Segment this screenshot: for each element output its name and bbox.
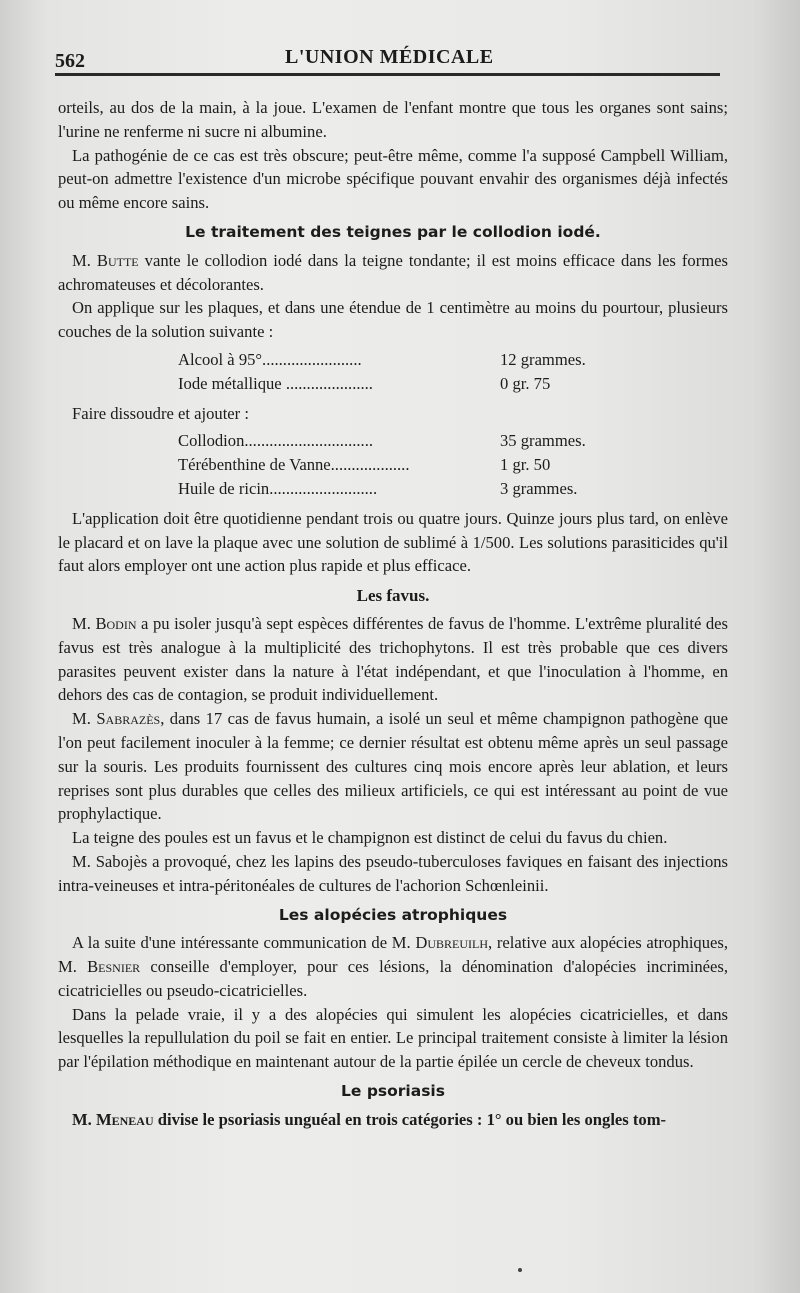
- section-heading-favus: Les favus.: [356, 586, 430, 606]
- recipe-solution: [178, 348, 598, 396]
- recipe-row: [178, 372, 598, 396]
- recipe-ingredient: Alcool à 95°........................: [178, 349, 362, 369]
- recipe-row: [178, 348, 598, 372]
- paragraph-dubreuilh: [58, 931, 728, 1002]
- author-meneau: M. Meneau: [72, 1109, 154, 1129]
- recipe-row: [178, 429, 598, 453]
- paragraph-bodin: [58, 612, 728, 707]
- section-heading-psoriasis: Le psoriasis: [341, 1082, 445, 1101]
- recipe-quantity: 12 grammes.: [500, 349, 586, 369]
- section-heading-alopecies: Les alopécies atrophiques: [278, 905, 508, 924]
- section-heading-teignes: Le traitement des teignes par le collodion iodé.: [185, 222, 601, 241]
- paragraph-bodin-text: a pu isoler jusqu'à sept espèces différentes de favus de l'homme. L'extrême pluralité des favus est très analogue à la multiplicité des trichophytons. Il est très probable que ces divers parasites peuvent exister dans la nature à l'état indépendant, et que l'inoculation à l'homme, en dehors des cas de contagion, se produit individuellement.: [58, 613, 728, 705]
- author-bodin: M. Bodin: [72, 613, 137, 633]
- recipe-quantity: 1 gr. 50: [500, 455, 551, 475]
- intro-paragraph-1: orteils, au dos de la main, à la joue. L'examen de l'enfant montre que tous les organes sont sains; l'urine ne renferme ni sucre ni albumine.: [58, 98, 728, 141]
- author-sabrazes: M. Sabrazès: [72, 709, 161, 729]
- recipe-row: [178, 477, 598, 501]
- paragraph-sabrazes-text: , dans 17 cas de favus humain, a isolé un seul et même champignon pathogène que l'on peut facilement inoculer à la femme; ce dernier résultat est obtenu même après un seul passage sur la souris. Les produits fournissent des cultures cinq mois encore après leur ablation, et leurs reprises sont plus durables que celles des milieux artificiels, ce qui est intéressant au point de vue prophylactique.: [58, 709, 728, 824]
- paragraph-application-frequency: L'application doit être quotidienne pendant trois ou quatre jours. Quinze jours plus tard, on enlève le placard et on lave la plaque avec une solution de sublimé à 1/500. Les solutions parasiticides qu'il faut alors employer ont une action plus rapide et plus efficace.: [58, 508, 728, 576]
- recipe-ingredient: Huile de ricin..........................: [178, 478, 378, 498]
- header-rule: [55, 73, 720, 76]
- paragraph-application: On applique sur les plaques, et dans une étendue de 1 centimètre au moins du pourtour, plusieurs couches de la solution suivante :: [58, 298, 728, 342]
- recipe-quantity: 0 gr. 75: [500, 373, 551, 393]
- paragraph-dubreuilh-text-b: , relative aux alopécies atrophiques,: [488, 933, 728, 953]
- paragraph-sabrazes: [58, 707, 728, 826]
- intro-paragraph-2: La pathogénie de ce cas est très obscure; peut-être même, comme l'a supposé Campbell William, peut-on admettre l'existence d'un microbe spécifique pouvant envahir des organismes déjà infectés ou même encore sains.: [58, 145, 728, 213]
- author-dubreuilh: M. Dubreuilh: [391, 933, 489, 953]
- paragraph-meneau-text: divise le psoriasis unguéal en trois catégories : 1° ou bien les ongles tom-: [153, 1109, 667, 1129]
- author-besnier: M. Besnier: [58, 957, 141, 977]
- recipe-additions: [178, 429, 598, 500]
- paragraph-dubreuilh-text-c: conseille d'employer, pour ces lésions, la dénomination d'alopécies incriminées, cicatricielles ou pseudo-cicatricielles.: [58, 957, 728, 1000]
- page-header: [55, 42, 720, 82]
- recipe-ingredient: Collodion...............................: [178, 431, 373, 451]
- page-number: 562: [55, 50, 85, 72]
- recipe-quantity: 3 grammes.: [500, 478, 578, 498]
- paragraph-butte: [58, 249, 728, 297]
- paragraph-butte-text: vante le collodion iodé dans la teigne tondante; il est moins efficace dans les formes achromateuses et décolorantes.: [58, 250, 728, 294]
- paragraph-meneau: [58, 1108, 728, 1132]
- paragraph-pelade: Dans la pelade vraie, il y a des alopécies qui simulent les alopécies cicatricielles, et dans lesquelles la repullulation du poil se fait en entier. Le principal traitement consiste à limiter la lésion par l'épilation méthodique en maintenant autour de la partie épilée un cercle de cheveux tondus.: [58, 1004, 728, 1072]
- paragraph-sabojes: M. Sabojès a provoqué, chez les lapins des pseudo-tuberculoses faviques en faisant des injections intra-veineuses et intra-péritonéales de cultures de l'achorion Schœnleinii.: [58, 851, 728, 895]
- author-butte: M. Butte: [72, 250, 139, 270]
- ink-dot: [518, 1268, 522, 1272]
- paragraph-dubreuilh-text-a: A la suite d'une intéressante communication de: [72, 933, 392, 953]
- running-title: L'UNION MÉDICALE: [285, 46, 494, 68]
- recipe-note: Faire dissoudre et ajouter :: [72, 403, 249, 423]
- article-body: [58, 96, 728, 1132]
- recipe-quantity: 35 grammes.: [500, 431, 586, 451]
- recipe-row: [178, 453, 598, 477]
- recipe-ingredient: Iode métallique .....................: [178, 373, 373, 393]
- paragraph-teigne-poules: La teigne des poules est un favus et le champignon est distinct de celui du favus du chien.: [72, 828, 668, 848]
- recipe-ingredient: Térébenthine de Vanne...................: [178, 455, 410, 475]
